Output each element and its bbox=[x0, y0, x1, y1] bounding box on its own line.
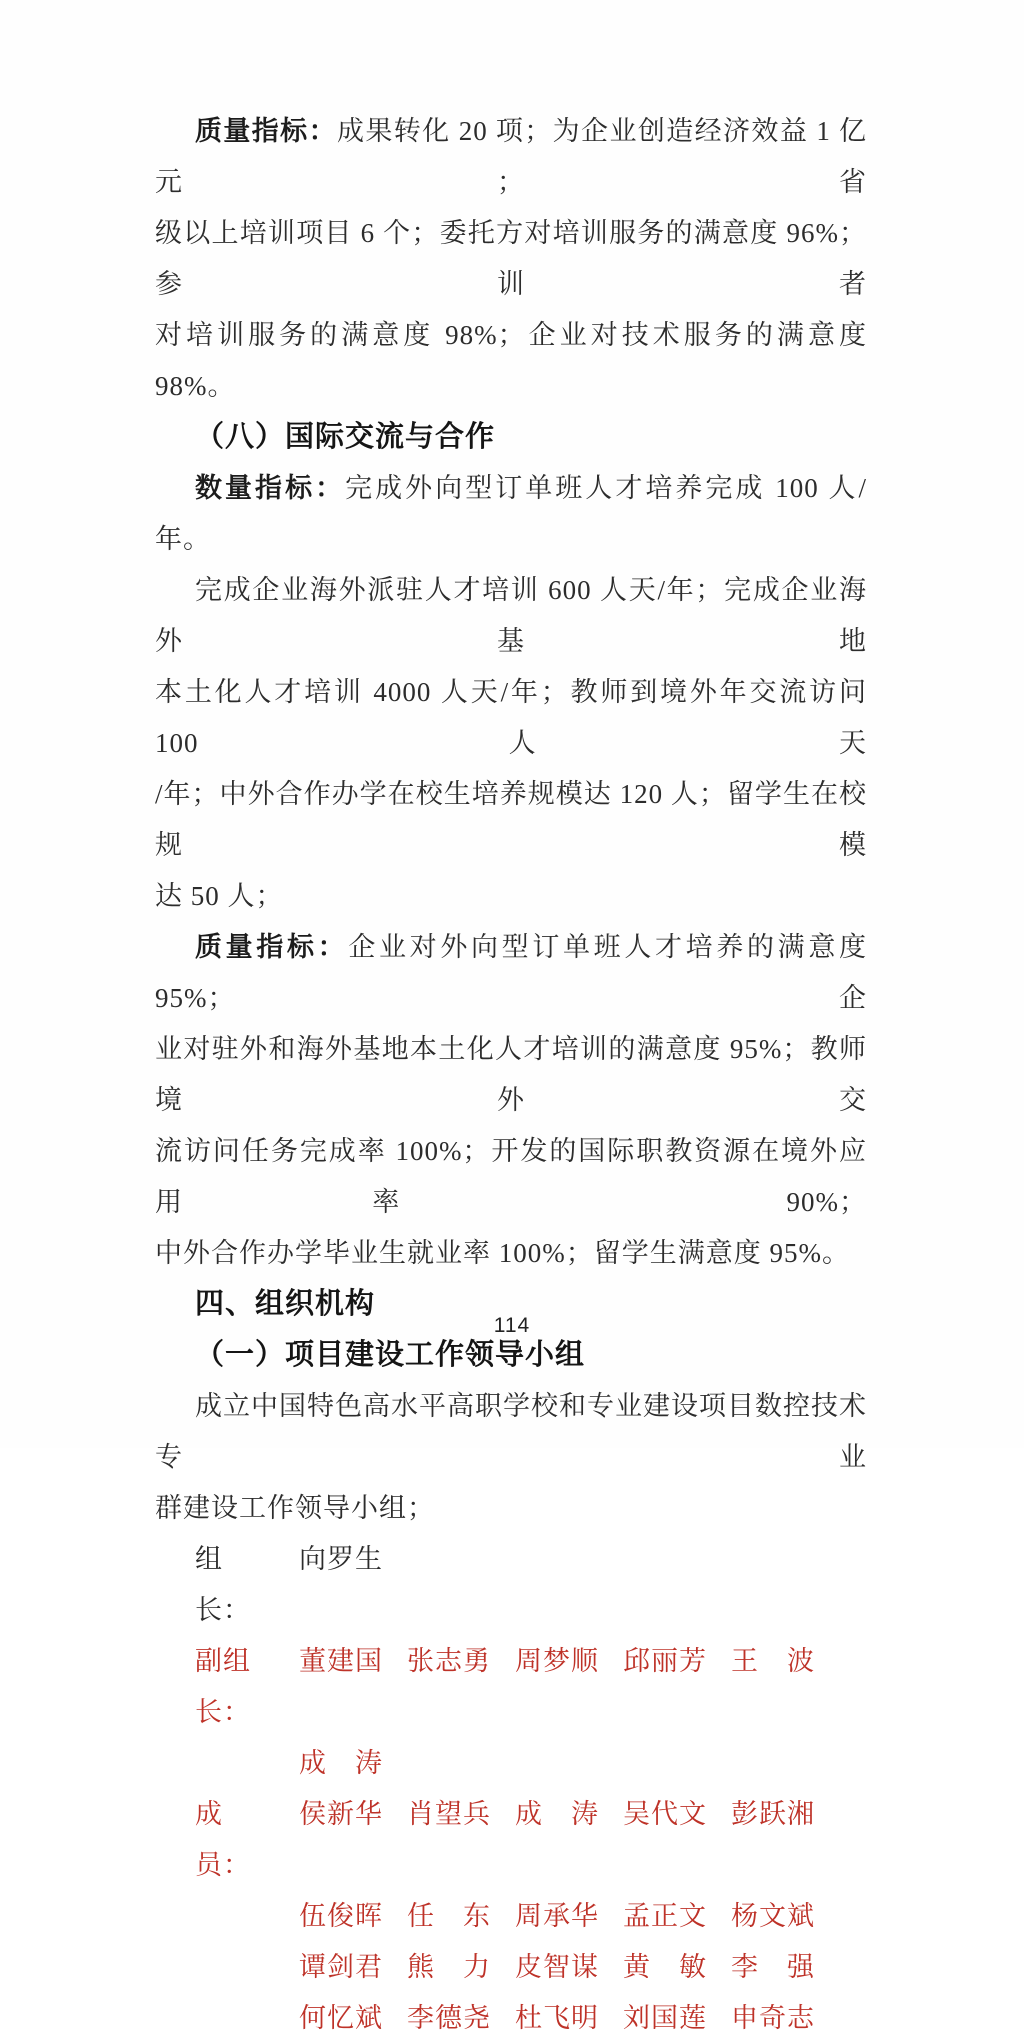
person-name: 成 涛 bbox=[515, 1799, 599, 1829]
person-name: 周承华 bbox=[515, 1901, 599, 1931]
para-quality2-line3: 流访问任务完成率 100%；开发的国际职教资源在境外应用率 90%； bbox=[155, 1136, 867, 1217]
deputy-label: 副组长： bbox=[195, 1646, 251, 1727]
para-quantity-line1 bbox=[155, 463, 867, 565]
person-name: 彭跃湘 bbox=[731, 1799, 815, 1829]
leader-label: 组 长： bbox=[195, 1544, 251, 1625]
section-heading-international: （八）国际交流与合作 bbox=[195, 421, 496, 453]
person-name: 孟正文 bbox=[623, 1901, 707, 1931]
para-quantity-line1-text: 完成外向型订单班人才培养完成 100 人/年。 bbox=[155, 473, 868, 554]
para-quality1-line3: 对培训服务的满意度 98%；企业对技术服务的满意度 98%。 bbox=[155, 320, 867, 401]
person-name: 李 强 bbox=[731, 1952, 815, 1982]
section-heading-organization: 四、组织机构 bbox=[195, 1288, 376, 1320]
para-quality2-label: 质量指标： bbox=[195, 932, 349, 962]
leader-row bbox=[155, 1534, 867, 1636]
person-name: 侯新华 bbox=[299, 1799, 383, 1829]
person-name: 谭剑君 bbox=[299, 1952, 383, 1982]
person-name: 成 涛 bbox=[299, 1748, 383, 1778]
person-name: 申奇志 bbox=[731, 2003, 815, 2033]
member-row-4 bbox=[155, 1993, 867, 2044]
document-content bbox=[155, 106, 867, 2044]
person-name: 皮智谋 bbox=[515, 1952, 599, 1982]
para-overseas-line3: /年；中外合作办学在校生培养规模达 120 人；留学生在校规模 bbox=[155, 779, 867, 860]
person-name: 何忆斌 bbox=[299, 2003, 383, 2033]
para-quality2-line1-text: 企业对外向型订单班人才培养的满意度 95%；企 bbox=[155, 932, 868, 1013]
page-number: 114 bbox=[493, 1314, 531, 1337]
para-overseas-line4: 达 50 人； bbox=[155, 881, 284, 911]
person-name: 吴代文 bbox=[623, 1799, 707, 1829]
person-name: 邱丽芳 bbox=[623, 1646, 707, 1676]
para-quality2-line2: 业对驻外和海外基地本土化人才培训的满意度 95%；教师境外交 bbox=[155, 1034, 867, 1115]
member-row-1 bbox=[155, 1789, 867, 1891]
person-name: 伍俊晖 bbox=[299, 1901, 383, 1931]
member-label: 成 员： bbox=[195, 1799, 251, 1880]
person-name: 向罗生 bbox=[299, 1544, 383, 1574]
member-row-3 bbox=[155, 1942, 867, 1993]
deputy-row-1 bbox=[155, 1636, 867, 1738]
person-name: 任 东 bbox=[407, 1901, 491, 1931]
person-name: 黄 敏 bbox=[623, 1952, 707, 1982]
person-name: 王 波 bbox=[731, 1646, 815, 1676]
para-quality1-line1-text: 成果转化 20 项；为企业创造经济效益 1 亿元；省 bbox=[155, 116, 868, 197]
para-setup-line2: 群建设工作领导小组； bbox=[155, 1493, 435, 1523]
person-name: 周梦顺 bbox=[515, 1646, 599, 1676]
subsection-heading-leader-group: （一）项目建设工作领导小组 bbox=[195, 1339, 586, 1371]
person-name: 杜飞明 bbox=[515, 2003, 599, 2033]
deputy-row-2 bbox=[155, 1738, 867, 1789]
person-name: 肖望兵 bbox=[407, 1799, 491, 1829]
para-overseas-line1: 完成企业海外派驻人才培训 600 人天/年；完成企业海外基地 bbox=[155, 575, 867, 656]
person-name: 董建国 bbox=[299, 1646, 383, 1676]
para-quality1-label: 质量指标： bbox=[195, 116, 337, 146]
para-quality2-line4: 中外合作办学毕业生就业率 100%；留学生满意度 95%。 bbox=[155, 1238, 850, 1268]
person-name: 李德尧 bbox=[407, 2003, 491, 2033]
para-quality1-line1 bbox=[155, 106, 867, 208]
para-quality1-line2: 级以上培训项目 6 个；委托方对培训服务的满意度 96%；参训者 bbox=[155, 218, 867, 299]
para-quantity-label: 数量指标： bbox=[195, 473, 346, 503]
para-quality2-line1 bbox=[155, 922, 867, 1024]
person-name: 杨文斌 bbox=[731, 1901, 815, 1931]
person-name: 刘国莲 bbox=[623, 2003, 707, 2033]
person-name: 张志勇 bbox=[407, 1646, 491, 1676]
para-setup-line1: 成立中国特色高水平高职学校和专业建设项目数控技术专业 bbox=[155, 1391, 867, 1472]
member-row-2 bbox=[155, 1891, 867, 1942]
person-name: 熊 力 bbox=[407, 1952, 491, 1982]
para-overseas-line2: 本土化人才培训 4000 人天/年；教师到境外年交流访问 100 人天 bbox=[155, 677, 867, 758]
